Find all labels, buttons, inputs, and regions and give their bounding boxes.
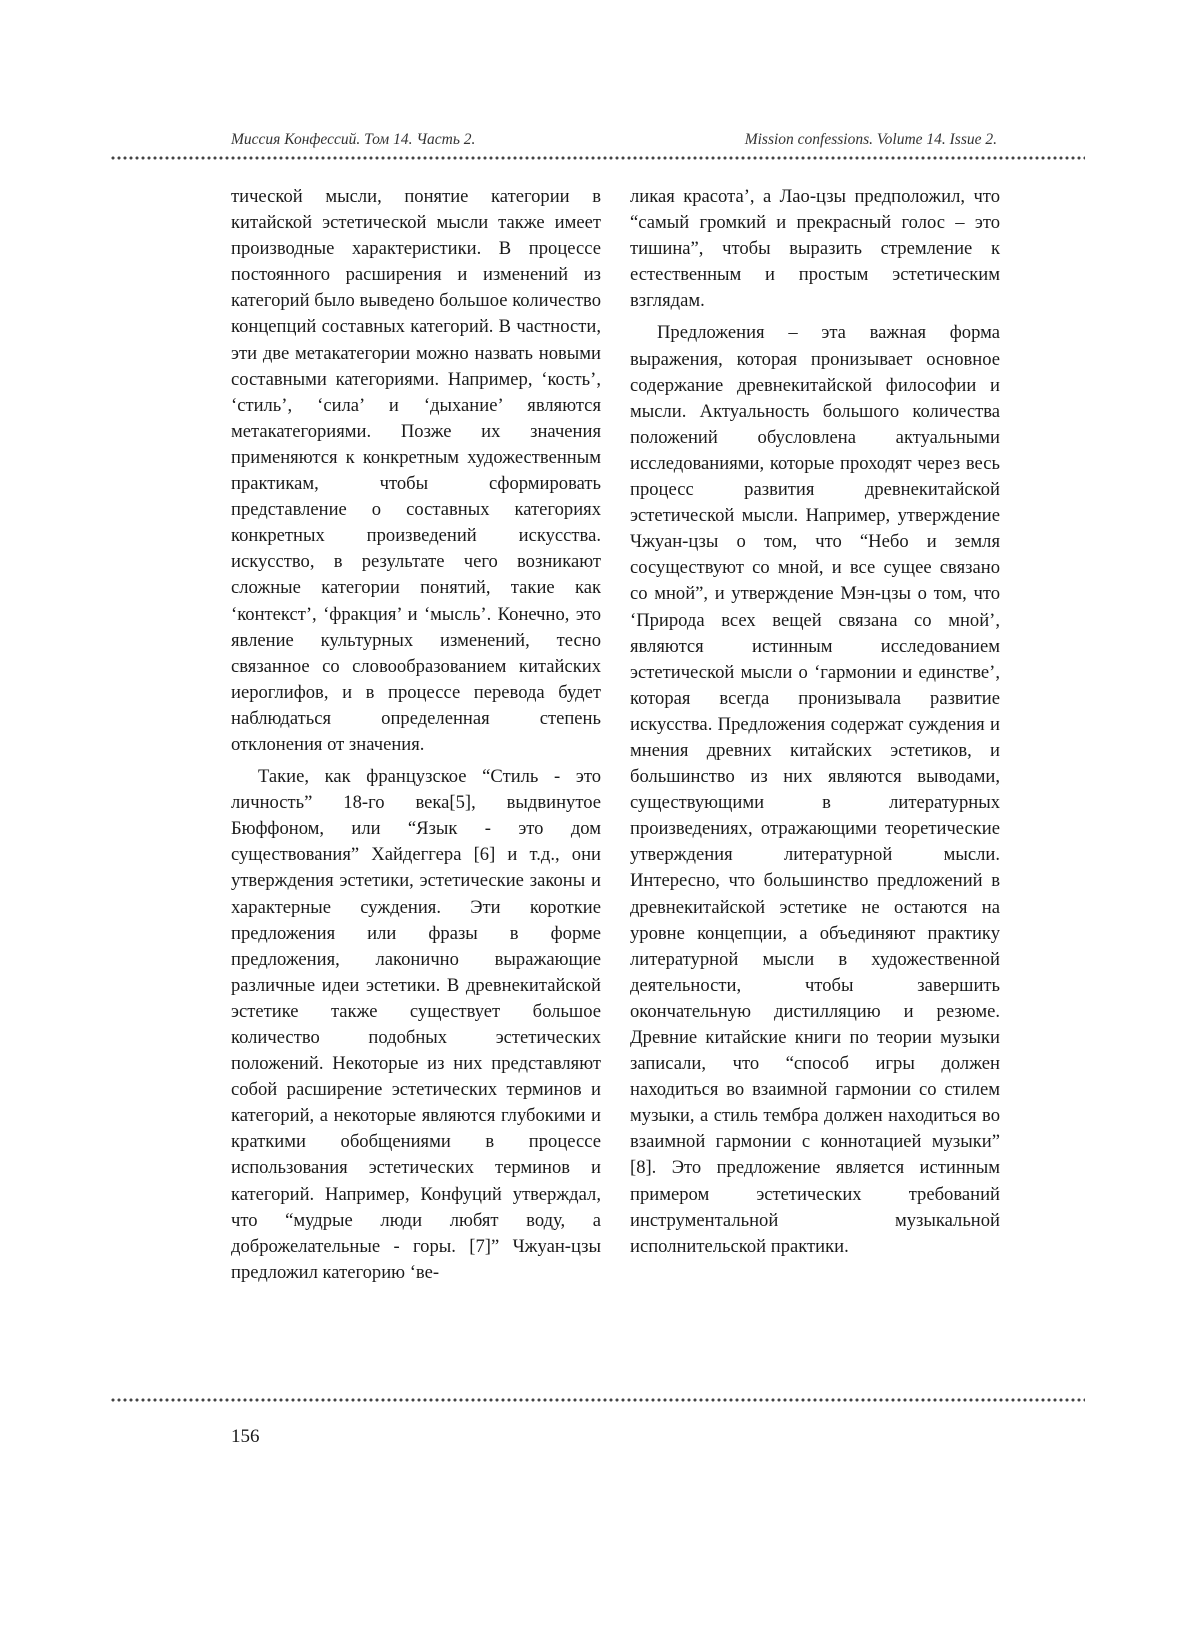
right-paragraph-2: Предложения – эта важная форма выражения, которая пронизывает основное содержание древнекитайской философии и мысли. Актуальность большого количества положений обусловлена актуальными исследованиями, которые проходят через весь процесс развития древнекитайской эстетической мысли. Например, утверждение Чжуан-цзы о том, что “Небо и земля сосуществуют со мной, и все сущее связано со мной”, и утверждение Мэн-цзы о том, что ‘Природа всех вещей связана со мной’, являются истинным исследованием эстетической мысли о ‘гармонии и единстве’, которая всегда пронизывала развитие искусства. Предложения содержат суждения и мнения древних китайских эстетиков, и большинство из них являются выводами, существующими в литературных произведениях, отражающими теоретические утверждения литературной мысли. Интересно, что большинство предложений в древнекитайской эстетике не остаются на уровне концепции, а объединяют практику литературной мысли в художественной деятельности, чтобы завершить окончательную дистилляцию и резюме. Древние китайские книги по теории музыки записали, что “способ игры должен находиться во взаимной гармонии со стилем музыки, а стиль тембра должен находиться во взаимной гармонии с коннотацией музыки” [8]. Это предложение является истинным примером эстетических требований инструментальной музыкальной исполнительской практики. (630, 322, 1000, 1257)
page-number: 156 (231, 1426, 260, 1447)
right-column (630, 184, 1000, 1260)
left-column (231, 184, 601, 1286)
right-paragraph-1: ликая красота’, а Лао-цзы предположил, что “самый громкий и прекрасный голос – это тишина”, чтобы выразить стремление к естественным и простым эстетическим взглядам. (630, 186, 1000, 312)
running-header-right: Mission confessions. Volume 14. Issue 2. (744, 131, 997, 148)
top-ornament-divider (110, 154, 1085, 162)
running-header-left: Миссия Конфессий. Том 14. Часть 2. (231, 131, 476, 148)
left-paragraph-2: Такие, как французское “Стиль - это личность” 18-го века[5], выдвинутое Бюффоном, или “Язык - это дом существования” Хайдеггера [6] и т.д., они утверждения эстетики, эстетические законы и характерные суждения. Эти короткие предложения или фразы в форме предложения, лаконично выражающие различные идеи эстетики. В древнекитайской эстетике также существует большое количество подобных эстетических положений. Некоторые из них представляют собой расширение эстетических терминов и категорий, а некоторые являются глубокими и краткими обобщениями в процессе использования эстетических терминов и категорий. Например, Конфуций утверждал, что “мудрые люди любят воду, а доброжелательные - горы. [7]” Чжуан-цзы предложил категорию ‘ве- (231, 766, 601, 1283)
bottom-ornament-divider (110, 1396, 1085, 1404)
left-paragraph-1: тической мысли, понятие категории в китайской эстетической мысли также имеет производные характеристики. В процессе постоянного расширения и изменений из категорий было выведено большое количество концепций составных категорий. В частности, эти две метакатегории можно назвать новыми составными категориями. Например, ‘кость’, ‘стиль’, ‘сила’ и ‘дыхание’ являются метакатегориями. Позже их значения применяются к конкретным художественным практикам, чтобы сформировать представление о составных категориях конкретных произведений искусства. искусство, в результате чего возникают сложные категории понятий, такие как ‘контекст’, ‘фракция’ и ‘мысль’. Конечно, это явление культурных изменений, тесно связанное со словообразованием китайских иероглифов, и в процессе перевода будет наблюдаться определенная степень отклонения от значения. (231, 186, 601, 755)
